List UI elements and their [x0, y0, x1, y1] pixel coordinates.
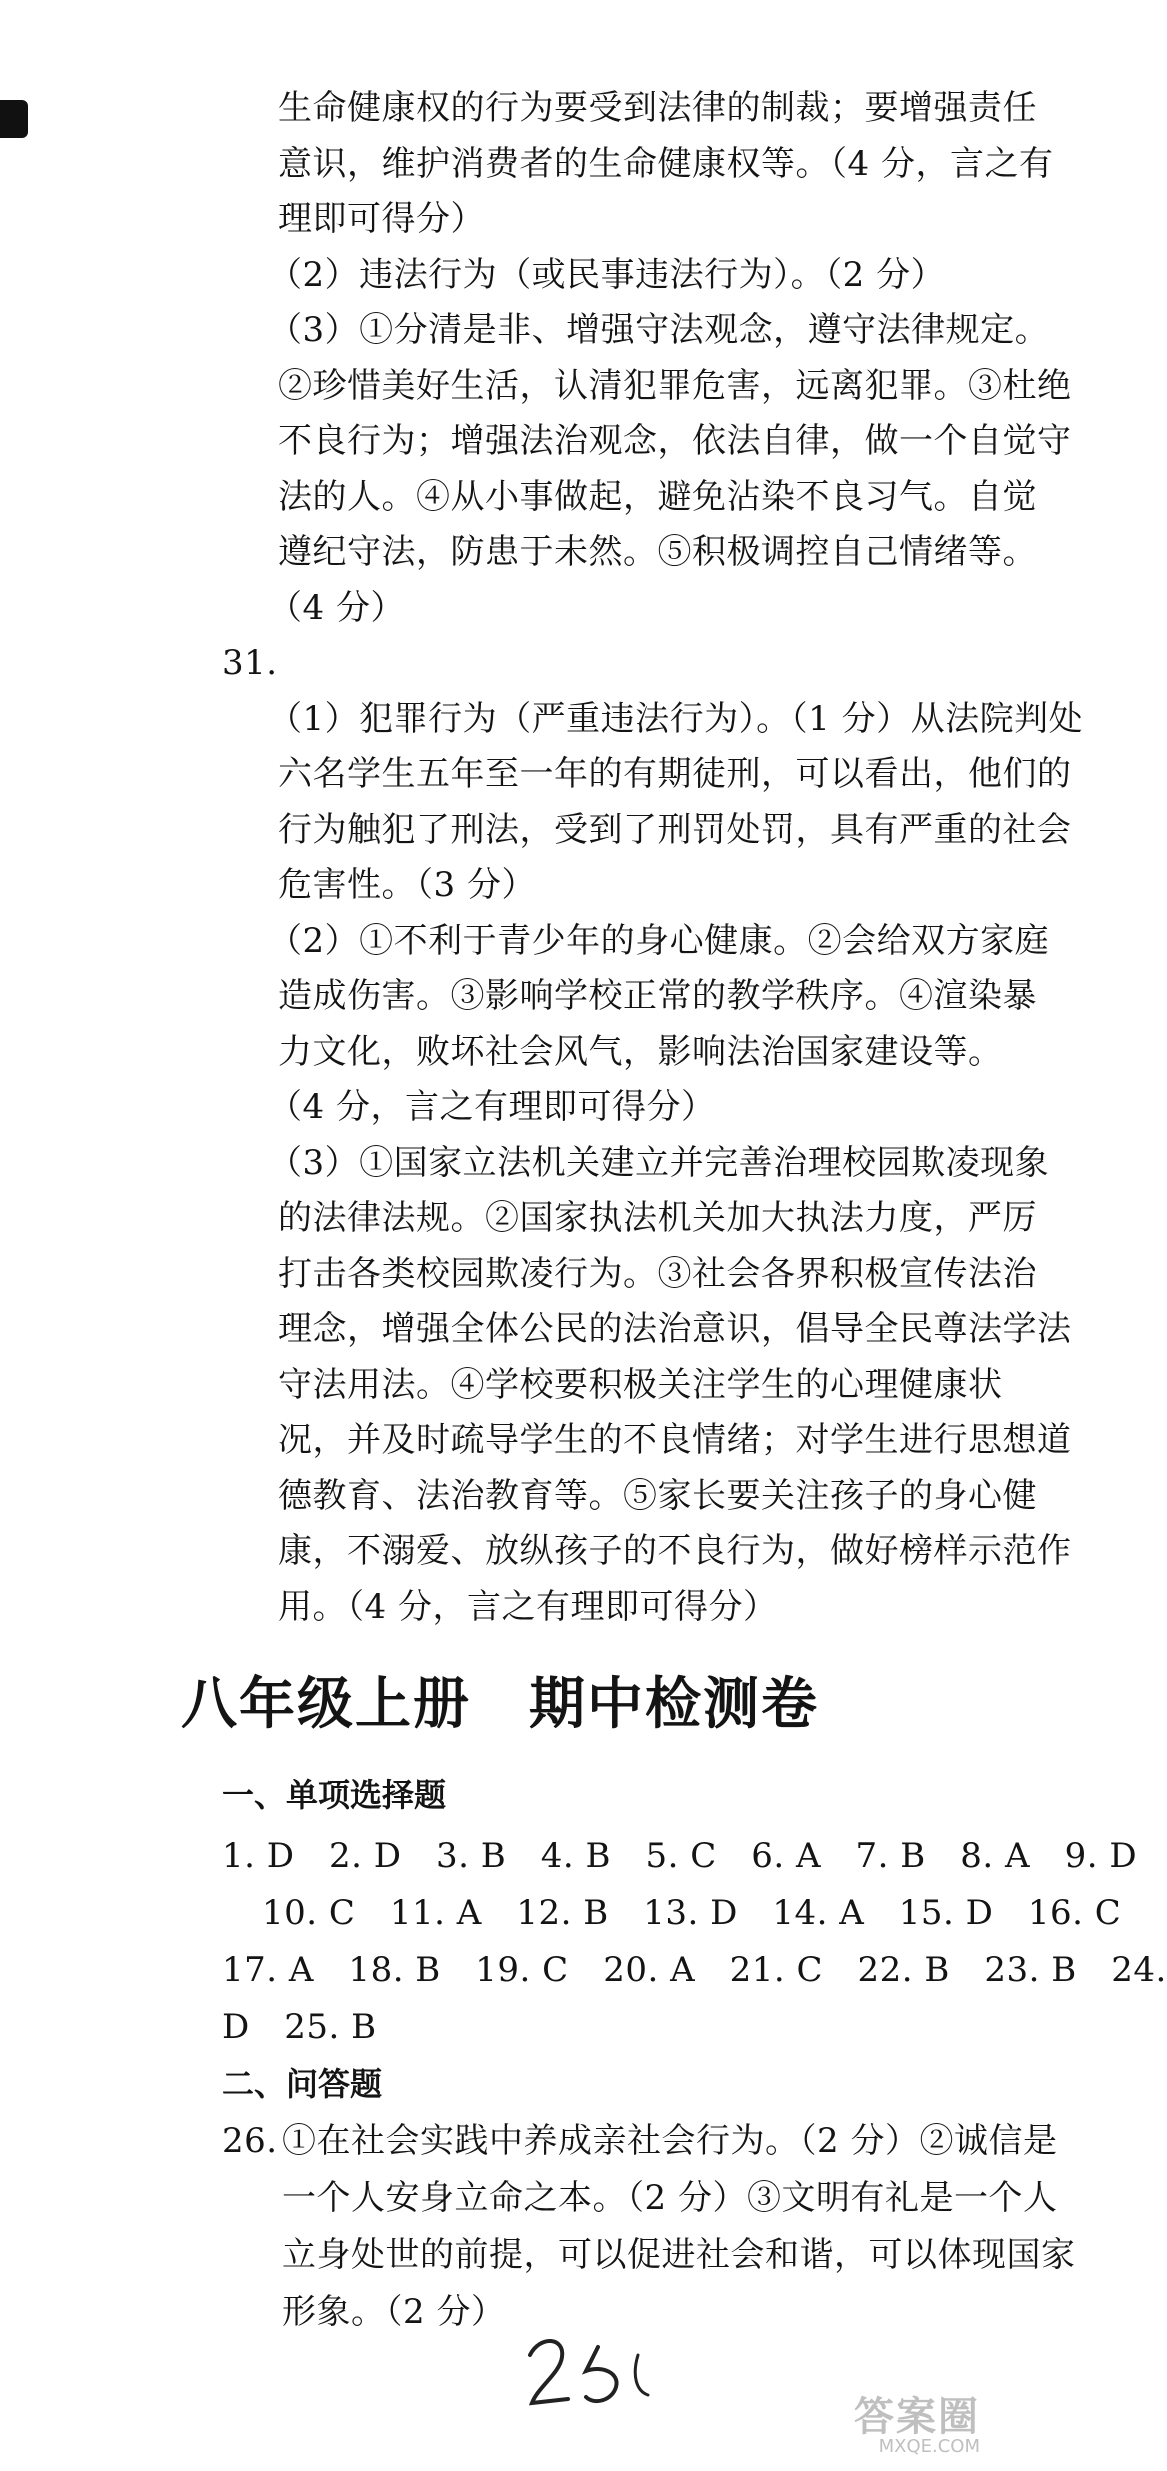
answer-key-line: 10. C 11. A 12. B 13. D 14. A 15. D 16. C	[262, 1893, 1122, 1933]
answer-key-line: D 25. B	[222, 2007, 377, 2047]
answer-line: 康，不溺爱、放纵孩子的不良行为，做好榜样示范作	[278, 1531, 1072, 1571]
exam-title: 八年级上册 期中检测卷	[181, 1672, 819, 1737]
answer-line: 行为触犯了刑法，受到了刑罚处罚，具有严重的社会	[278, 810, 1072, 850]
answer-line: 用。（4 分，言之有理即可得分）	[278, 1587, 778, 1627]
answer-line: 力文化，败坏社会风气，影响法治国家建设等。	[278, 1032, 1003, 1072]
answer-line: （4 分）	[268, 588, 405, 628]
handwritten-page-number	[520, 2325, 680, 2415]
answer-key-line: 1. D 2. D 3. B 4. B 5. C 6. A 7. B 8. A 9. D	[222, 1836, 1138, 1876]
answer-line: ②珍惜美好生活，认清犯罪危害，远离犯罪。③杜绝	[278, 366, 1072, 406]
answer-line: 理即可得分）	[278, 199, 485, 239]
answer-line: 生命健康权的行为要受到法律的制裁；要增强责任	[278, 88, 1037, 128]
answer-line: （2）违法行为（或民事违法行为）。（2 分）	[268, 255, 946, 295]
answer-line: 六名学生五年至一年的有期徒刑，可以看出，他们的	[278, 754, 1072, 794]
site-watermark	[790, 2394, 980, 2457]
answer-line: 理念，增强全体公民的法治意识，倡导全民尊法学法	[278, 1309, 1072, 1349]
answer-line: 的法律法规。②国家执法机关加大执法力度，严厉	[278, 1198, 1037, 1238]
answer-line: 不良行为；增强法治观念，依法自律，做一个自觉守	[278, 421, 1072, 461]
answer-key-line: 17. A 18. B 19. C 20. A 21. C 22. B 23. B 24.	[222, 1950, 1167, 1990]
answer-line: ①在社会实践中养成亲社会行为。（2 分）②诚信是	[282, 2121, 1058, 2161]
section-heading-single-choice: 一、单项选择题	[222, 1776, 447, 1814]
answer-line: 德教育、法治教育等。⑤家长要关注孩子的身心健	[278, 1476, 1037, 1516]
answer-line: 况，并及时疏导学生的不良情绪；对学生进行思想道	[278, 1420, 1072, 1460]
answer-line: （3）①国家立法机关建立并完善治理校园欺凌现象	[268, 1143, 1050, 1183]
answer-line: 遵纪守法，防患于未然。⑤积极调控自己情绪等。	[278, 532, 1037, 572]
answer-line: 一个人安身立命之本。（2 分）③文明有礼是一个人	[282, 2178, 1058, 2218]
section-heading-questions: 二、问答题	[222, 2065, 383, 2103]
question-number-31: 31.	[222, 643, 278, 683]
question-number-26: 26.	[222, 2121, 278, 2161]
answer-line: 造成伤害。③影响学校正常的教学秩序。④渲染暴	[278, 976, 1037, 1016]
answer-line: 意识，维护消费者的生命健康权等。（4 分，言之有	[278, 144, 1054, 184]
answer-line: 形象。（2 分）	[282, 2292, 506, 2332]
answer-line: 法的人。④从小事做起，避免沾染不良习气。自觉	[278, 477, 1037, 517]
watermark-logo-text: 答案圈	[854, 2394, 980, 2440]
answer-line: 危害性。（3 分）	[278, 865, 536, 905]
answer-line: （4 分，言之有理即可得分）	[268, 1087, 716, 1127]
answer-line: （1）犯罪行为（严重违法行为）。（1 分）从法院判处	[268, 699, 1084, 739]
answer-line: 立身处世的前提，可以促进社会和谐，可以体现国家	[282, 2235, 1076, 2275]
watermark-url: MXQE.COM	[878, 2436, 980, 2457]
answer-line: 守法用法。④学校要积极关注学生的心理健康状	[278, 1365, 1003, 1405]
answer-line: 打击各类校园欺凌行为。③社会各界积极宣传法治	[278, 1254, 1037, 1294]
answer-line: （3）①分清是非、增强守法观念，遵守法律规定。	[268, 310, 1050, 350]
answer-line: （2）①不利于青少年的身心健康。②会给双方家庭	[268, 921, 1050, 961]
